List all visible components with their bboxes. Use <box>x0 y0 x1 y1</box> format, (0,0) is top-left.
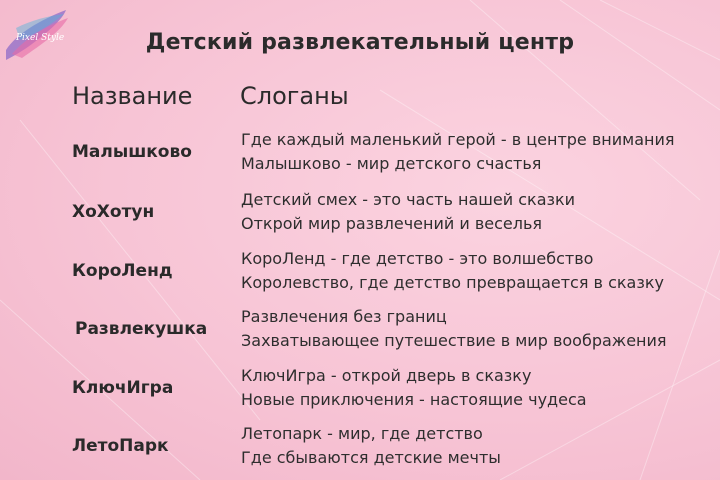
slogan-line: Новые приключения - настоящие чудеса <box>241 390 587 409</box>
table-row <box>0 186 720 238</box>
table-row <box>0 362 720 414</box>
center-name: Развлекушка <box>75 319 208 339</box>
header-slogans: Слоганы <box>240 82 349 110</box>
table-row <box>0 420 720 472</box>
slogan-line: Где сбываются детские мечты <box>241 448 501 467</box>
slogan-line: Где каждый маленький герой - в центре внимания <box>241 130 675 149</box>
slogan-line: Открой мир развлечений и веселья <box>241 214 543 233</box>
center-name: Малышково <box>72 142 192 162</box>
center-name: КороЛенд <box>72 261 173 281</box>
slogans-cell <box>241 364 587 412</box>
logo-text: Pixel Style <box>16 33 65 43</box>
slogans-cell <box>241 188 575 236</box>
header-name: Название <box>72 82 193 110</box>
slogans-cell <box>241 422 501 470</box>
slogan-line: КороЛенд - где детство - это волшебство <box>241 249 594 268</box>
slogan-line: Летопарк - мир, где детство <box>241 424 483 443</box>
slogan-line: Развлечения без границ <box>241 307 447 326</box>
slogan-line: Малышково - мир детского счастья <box>241 154 542 173</box>
center-name: ЛетоПарк <box>72 436 169 456</box>
table-row <box>0 303 720 355</box>
page-title: Детский развлекательный центр <box>145 30 575 55</box>
center-name: ХоХотун <box>72 202 155 222</box>
slogan-line: Детский смех - это часть нашей сказки <box>241 190 576 209</box>
table-row <box>0 245 720 297</box>
table-row <box>0 126 720 178</box>
slogans-cell <box>241 128 675 176</box>
slogan-line: КлючИгра - открой дверь в сказку <box>241 366 532 385</box>
slogans-cell <box>241 247 664 295</box>
slogan-line: Захватывающее путешествие в мир воображения <box>241 331 667 350</box>
slogan-line: Королевство, где детство превращается в сказку <box>241 273 664 292</box>
slogans-cell <box>241 305 667 353</box>
center-name: КлючИгра <box>72 378 174 398</box>
